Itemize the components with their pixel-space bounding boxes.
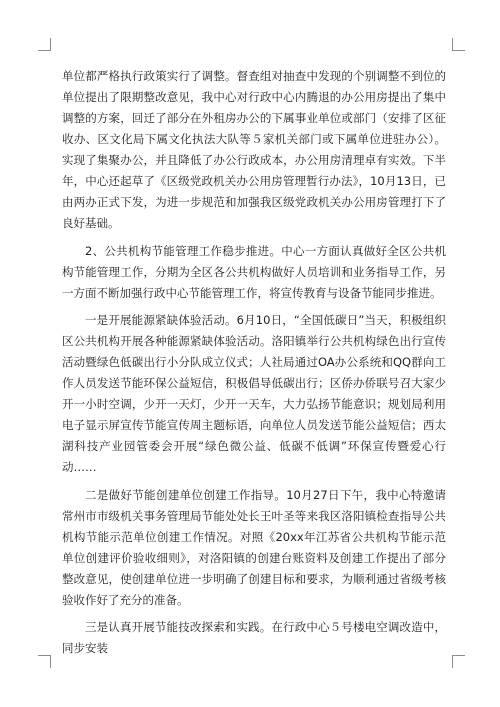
paragraph: 2、公共机构节能管理工作稳步推进。中心一方面认真做好全区公共机构节能管理工作，分期为全区各公共机构做好人员培训和业务指导工作，另一方面不断加强行政中心节能管理工作，将宣传教育与设备节能同步推进。 <box>62 243 446 300</box>
paragraph: 单位都严格执行政策实行了调整。督查组对抽查中发现的个别调整不到位的单位提出了限期整改意见，我中心对行政中心内腾退的办公用房提出了集中调整的方案，回迁了部分在外租房办公的下属事业单位或部门（安排了区征收办、区文化局下属文化执法大队等５家机关部门或下属单位进驻办公）。实现了集聚办公，并且降低了办公行政成本，办公用房清理卓有实效。下半年，中心还起草了《区级党政机关办公用房管理暂行办法》，10月13日，已由两办正式下发，为进一步规范和加强我区级党政机关办公用房管理打下了良好基础。 <box>62 69 446 230</box>
paragraph: 一是开展能源紧缺体验活动。6月10日，“全国低碳日”当天，积极组织区公共机构开展各种能源紧缺体验活动。洛阳镇举行公共机构绿色出行宣传活动暨绿色低碳出行小分队成立仪式；人社局通过OA办公系统和QQ群向工作人员发送节能环保公益短信，积极倡导低碳出行；区侨办侨联号召大家少开一小时空调，少开一天灯，少开一天车，大力弘扬节能意识；规划局利用电子显示屏宣传节能宣传周主题标语，向单位人员发送节能公益短信；西太湖科技产业园管委会开展“绿色微公益、低碳不低调”环保宣传暨爱心行动…… <box>62 313 446 474</box>
crop-mark-bottom-right <box>452 655 465 668</box>
crop-mark-top-left <box>38 38 51 51</box>
crop-mark-top-right <box>452 38 465 51</box>
crop-mark-bottom-left <box>38 655 51 668</box>
paragraph: 三是认真开展节能技改探索和实践。在行政中心５号楼电空调改造中，同步安装 <box>62 620 446 655</box>
document-body <box>62 66 446 666</box>
paragraph: 二是做好节能创建单位创建工作指导。10月27日下午，我中心特邀请常州市市级机关事务管理局节能处处长王叶圣等来我区洛阳镇检查指导公共机构节能示范单位创建工作情况。对照《20xx年江苏省公共机构节能示范单位创建评价验收细则》，对洛阳镇的创建台账资料及创建工作提出了部分整改意见，使创建单位进一步明确了创建目标和要求，为顺利通过省级考核验收作好了充分的准备。 <box>62 487 446 607</box>
